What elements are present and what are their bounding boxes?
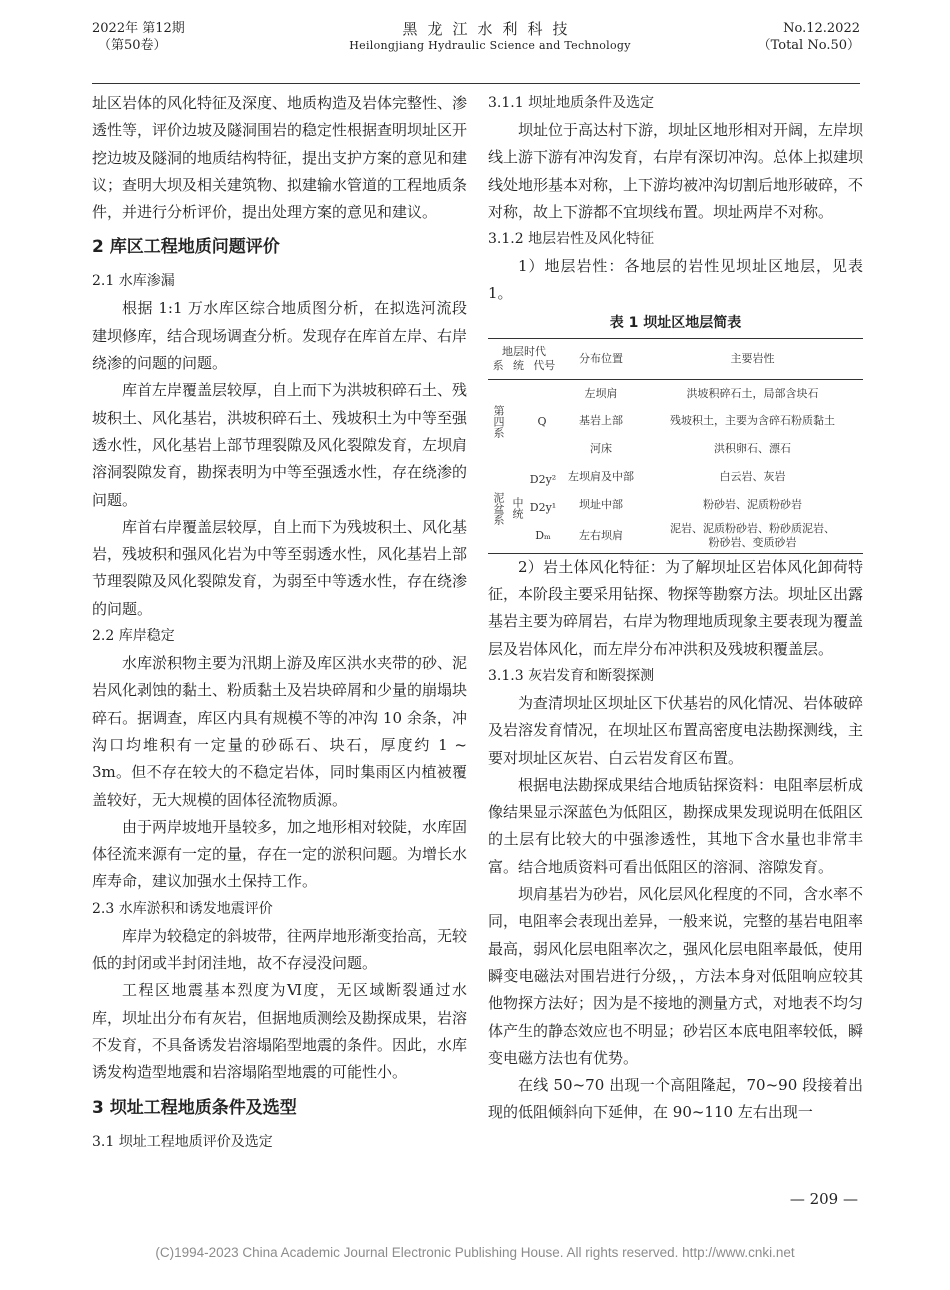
paragraph: 库首左岸覆盖层较厚，自上而下为洪坡积碎石土、残坡积土、风化基岩，洪坡积碎石土、残坡积土为中等至强透水性，风化基岩上部节理裂隙及风化裂隙发育，左坝肩溶洞裂隙发育，勘探表明为中等至强透水性，存在绕渗的问题。 (92, 381, 468, 509)
header-year-issue: 2022年 第12期 (92, 21, 185, 36)
journal-title (300, 20, 680, 54)
system-devonian: 泥盆系 (492, 491, 505, 525)
section-heading-3: 3 坝址工程地质条件及选型 (92, 1097, 297, 1118)
header-number (758, 20, 860, 54)
header-location: 分布位置 (560, 338, 642, 379)
paragraph: 工程区地震基本烈度为Ⅵ度，无区域断裂通过水库，坝址出分布有灰岩，但据地质测绘及勘探成果，岩溶不发育，不具备诱发岩溶塌陷型地震的条件。因此，水库诱发构造型地震和岩溶塌陷型地震的可能性小。 (92, 981, 468, 1082)
code-q: Q (537, 414, 547, 428)
header-issue (92, 20, 185, 54)
header-total: （Total No.50） (757, 38, 860, 53)
left-column (92, 90, 467, 1156)
paragraph: 址区岩体的风化特征及深度、地质构造及岩体完整性、渗透性等，评价边坡及隧洞围岩的稳定性根据查明坝址区开挖边坡及隧洞的地质结构特征，提出支护方案的意见和建议；查明大坝及相关建筑物、拟建输水管道的工程地质条件，并进行分析评价，提出处理方案的意见和建议。 (92, 94, 468, 222)
subsection-heading-3-1-3: 3.1.3 灰岩发育和断裂探测 (488, 667, 655, 684)
system-quaternary: 第四系 (492, 405, 505, 439)
table-caption: 表 1 坝址区地层简表 (609, 314, 742, 331)
page-number: — 209 — (789, 1190, 858, 1208)
table-row: 第四系 Q 左坝肩 洪坡积碎石土，局部含块石 (488, 379, 863, 407)
paragraph: 2）岩土体风化特征：为了解坝址区岩体风化卸荷特征，本阶段主要采用钻探、物探等勘察方法。坝址区出露基岩主要为碎屑岩，右岸为物理地质现象主要表现为覆盖层及岩体风化，而左岸分布冲洪积及残坡积覆盖层。 (488, 557, 864, 658)
copyright-notice: (C)1994-2023 China Academic Journal Electronic Publishing House. All rights reserved. http://www.cnki.net (155, 1245, 795, 1260)
header-age: 地层时代 系 统 代号 (488, 338, 560, 379)
paragraph: 为查清坝址区坝址区下伏基岩的风化情况、岩体破碎及岩溶发育情况，在坝址区布置高密度电法勘探测线，主要对坝址区灰岩、白云岩发育区布置。 (488, 693, 864, 767)
table-header-row (488, 338, 863, 379)
header-rule (92, 83, 860, 84)
header-volume: （第50卷） (98, 38, 167, 53)
table-row: 河床 洪积卵石、漂石 (590, 442, 791, 456)
paragraph: 库首右岸覆盖层较厚，自上而下为残坡积土、风化基岩，残坡积和强风化岩为中等至弱透水性，风化基岩上部节理裂隙及风化裂隙发育，为弱至中等透水性，存在绕渗的问题。 (92, 517, 468, 618)
code-dm: Dₘ (535, 529, 551, 543)
series-middle: 中统 (511, 497, 524, 520)
subsection-heading-3-1: 3.1 坝址工程地质评价及选定 (92, 1133, 273, 1150)
section-heading-2: 2 库区工程地质问题评价 (92, 237, 280, 258)
paragraph: 根据 1:1 万水库区综合地质图分析，在拟选河流段建坝修库，结合现场调查分析。发现存在库首左岸、右岸绕渗的问题的问题。 (92, 299, 468, 373)
code-d2y1: D2y¹ (529, 501, 557, 515)
journal-title-cn: 黑龙江水利科技 (402, 20, 578, 38)
paragraph: 坝肩基岩为砂岩，风化层风化程度的不同，含水率不同，电阻率会表现出差异，一般来说，完整的基岩电阻率最高，弱风化层电阻率次之，强风化层电阻率最低，使用瞬变电磁法对围岩进行分级，，方法本身对低阻响应较其他物探方法好；因为是不接地的测量方式，对地表不均匀体产生的静态效应也不明显；砂岩区本底电阻率较低，瞬变电磁方法也有优势。 (488, 885, 864, 1067)
table-row: 坝址中部 粉砂岩、泥质粉砂岩 (579, 498, 802, 512)
subsection-heading-2-1: 2.1 水库渗漏 (92, 273, 175, 290)
paragraph: 坝址位于高达村下游，坝址区地形相对开阔，左岸坝线上游下游有冲沟发育，右岸有深切冲沟。总体上拟建坝线处地形基本对称，上下游均被冲沟切割后地形破碎，不对称，故上下游都不宜坝线布置。坝址两岸不对称。 (488, 121, 864, 221)
table-row: 基岩上部 残坡积土，主要为含碎石粉质黏土 (579, 414, 835, 428)
paragraph: 库岸为较稳定的斜坡带，往两岸地形渐变抬高，无较低的封闭或半封闭洼地，故不存浸没问题。 (92, 926, 468, 973)
paragraph: 水库淤积物主要为汛期上游及库区洪水夹带的砂、泥岩风化剥蚀的黏土、粉质黏土及岩块碎屑和少量的崩塌块碎石。据调查，库区内具有规模不等的冲沟 10 余条，冲沟口均堆积有一定量的砂砾石、块石，厚度约 1 ~ 3m。但不存在较大的不稳定岩体，同时集雨区内植被覆盖较好，无大规模的固体径流物质源。 (92, 654, 468, 809)
paragraph: 根据电法勘探成果结合地质钻探资料：电阻率层析成像结果显示深蓝色为低阻区，勘探成果发现说明在低阻区的土层有比较大的中强渗透性，其地下含水量也非常丰富。结合地质资料可看出低阻区的溶洞、溶隙发育。 (488, 775, 864, 876)
subsection-heading-3-1-2: 3.1.2 地层岩性及风化特征 (488, 231, 655, 248)
header-lithology: 主要岩性 (642, 338, 863, 379)
table-row: 左右坝肩 泥岩、泥质粉砂岩、粉砂质泥岩、 粉砂岩、变质砂岩 (579, 522, 835, 550)
header-no: No.12.2022 (783, 21, 860, 36)
table-row: 泥盆系 中统 D2y² D2y¹ Dₘ 左坝肩及中部 白云岩、灰岩 (488, 463, 863, 491)
subsection-heading-2-2: 2.2 库岸稳定 (92, 628, 175, 645)
right-column (488, 90, 863, 1127)
paragraph: 由于两岸坡地开垦较多，加之地形相对较陡，水库固体径流来源有一定的量，存在一定的淤积问题。为增长水库寿命，建议加强水土保持工作。 (92, 817, 468, 891)
paragraph: 在线 50~70 出现一个高阻隆起，70~90 段接着出现的低阻倾斜向下延伸，在 90~110 左右出现一 (488, 1076, 863, 1122)
subsection-heading-2-3: 2.3 水库淤积和诱发地震评价 (92, 900, 273, 917)
strata-table (488, 338, 863, 554)
code-d2y2: D2y² (529, 473, 557, 487)
subsection-heading-3-1-1: 3.1.1 坝址地质条件及选定 (488, 95, 655, 111)
paragraph: 1）地层岩性：各地层的岩性见坝址区地层，见表 1。 (488, 257, 863, 303)
journal-title-en: Heilongjiang Hydraulic Science and Technology (349, 39, 631, 52)
